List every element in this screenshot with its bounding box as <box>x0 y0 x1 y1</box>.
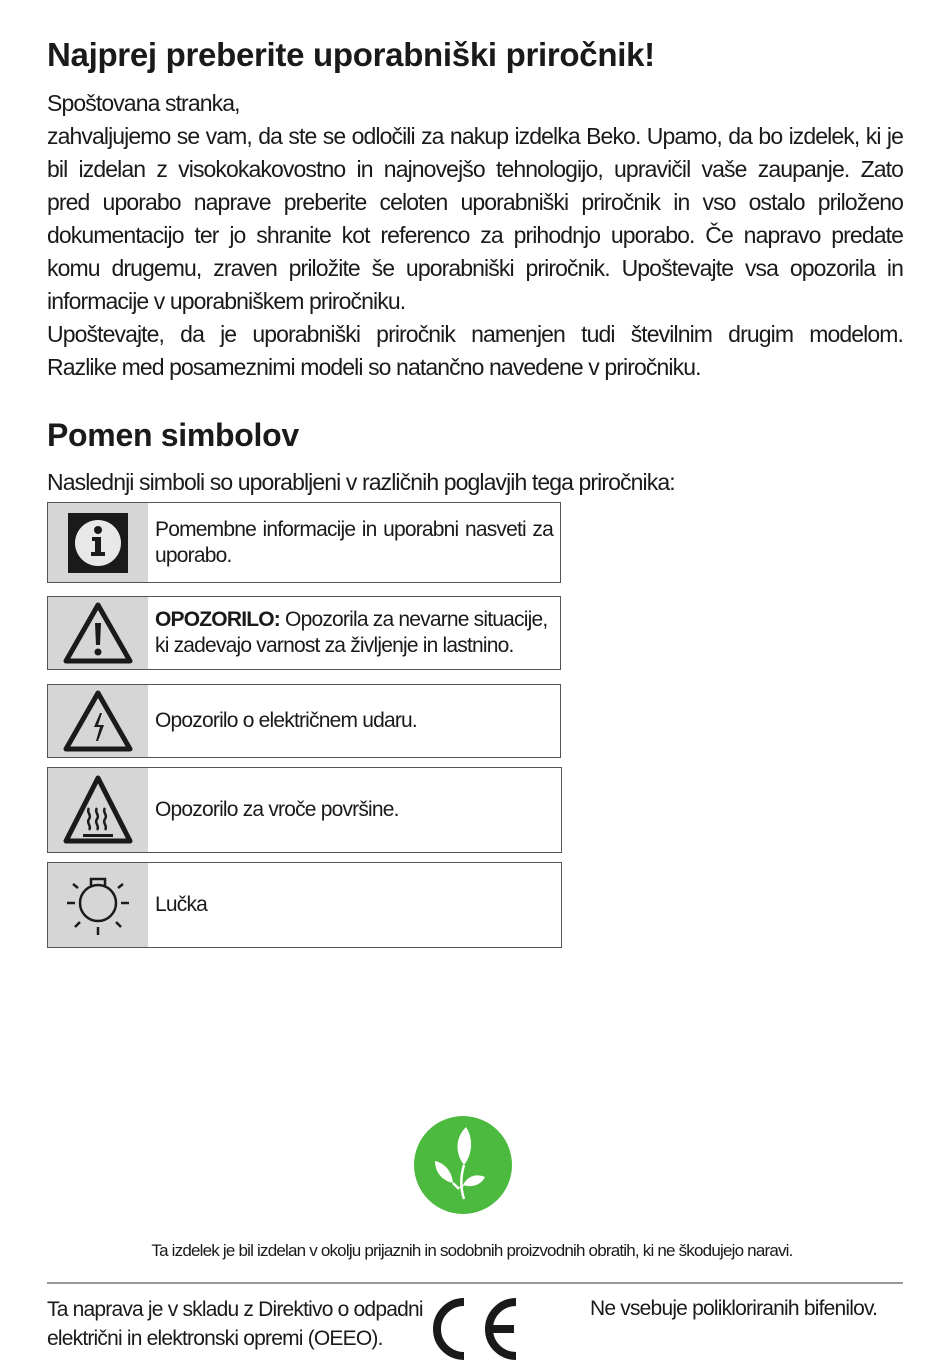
symbol-row-warning <box>47 596 561 670</box>
electric-shock-icon <box>48 685 148 757</box>
section-heading: Pomen simbolov <box>47 417 299 453</box>
symbol-text: Pomembne informacije in uporabni nasveti za <box>155 517 553 541</box>
intro-line: zahvaljujemo se vam, da ste se odločili za nakup izdelka Beko. Upamo, da bo izdelek, ki je <box>47 123 903 149</box>
intro-line: Razlike med posameznimi modeli so natančno navedene v priročniku. <box>47 354 701 380</box>
warning-label: OPOZORILO: <box>155 608 280 631</box>
intro-line: Spoštovana stranka, <box>47 90 240 116</box>
eco-caption: Ta izdelek je bil izdelan v okolju prijaznih in sodobnih proizvodnih obratih, ki ne škodujejo naravi. <box>151 1241 793 1260</box>
intro-line: pred uporabo naprave preberite celoten uporabniški priročnik in vso ostalo priloženo <box>47 189 903 215</box>
ce-mark-icon <box>432 1298 520 1364</box>
intro-line: Upoštevajte, da je uporabniški priročnik namenjen tudi številnim drugim modelom. <box>47 321 903 347</box>
symbol-text: Lučka <box>155 893 208 916</box>
symbol-text: uporabo. <box>155 543 232 567</box>
lamp-icon <box>48 863 148 947</box>
symbol-text: Opozorila za nevarne situacije, <box>280 608 548 631</box>
intro-line: informacije v uporabniškem priročniku. <box>47 288 406 314</box>
warning-icon <box>48 597 148 669</box>
hot-surface-icon <box>48 768 148 852</box>
info-icon <box>48 503 148 582</box>
symbol-row-electric <box>47 684 561 758</box>
symbol-row-lamp <box>47 862 562 948</box>
symbol-text: Opozorilo o električnem udaru. <box>155 709 417 732</box>
intro-line: bil izdelan z visokokakovostno in najnovejšo tehnologijo, upravičil vaše zaupanje. Zato <box>47 156 903 182</box>
intro-line: komu drugemu, zraven priložite še uporabniški priročnik. Upoštevajte vsa opozorila in <box>47 255 903 281</box>
symbol-text: Opozorilo za vroče površine. <box>155 798 399 821</box>
page-title: Najprej preberite uporabniški priročnik! <box>47 36 655 73</box>
symbol-text: ki zadevajo varnost za življenje in lastnino. <box>155 634 514 657</box>
weee-notice <box>47 1295 423 1353</box>
weee-line: Ta naprava je v skladu z Direktivo o odpadni <box>47 1298 423 1321</box>
intro-line: dokumentacijo ter jo shranite kot referenco za prihodnjo uporabo. Če napravo predate <box>47 222 903 248</box>
weee-line: električni in elektronski opremi (OEEO). <box>47 1327 383 1350</box>
symbol-row-info <box>47 502 561 583</box>
eco-leaf-icon <box>413 1115 513 1220</box>
symbols-intro: Naslednji simboli so uporabljeni v različnih poglavjih tega priročnika: <box>47 469 675 495</box>
divider <box>47 1282 903 1284</box>
pcb-notice: Ne vsebuje polikloriranih bifenilov. <box>590 1297 878 1320</box>
symbol-row-hot-surface <box>47 767 562 853</box>
